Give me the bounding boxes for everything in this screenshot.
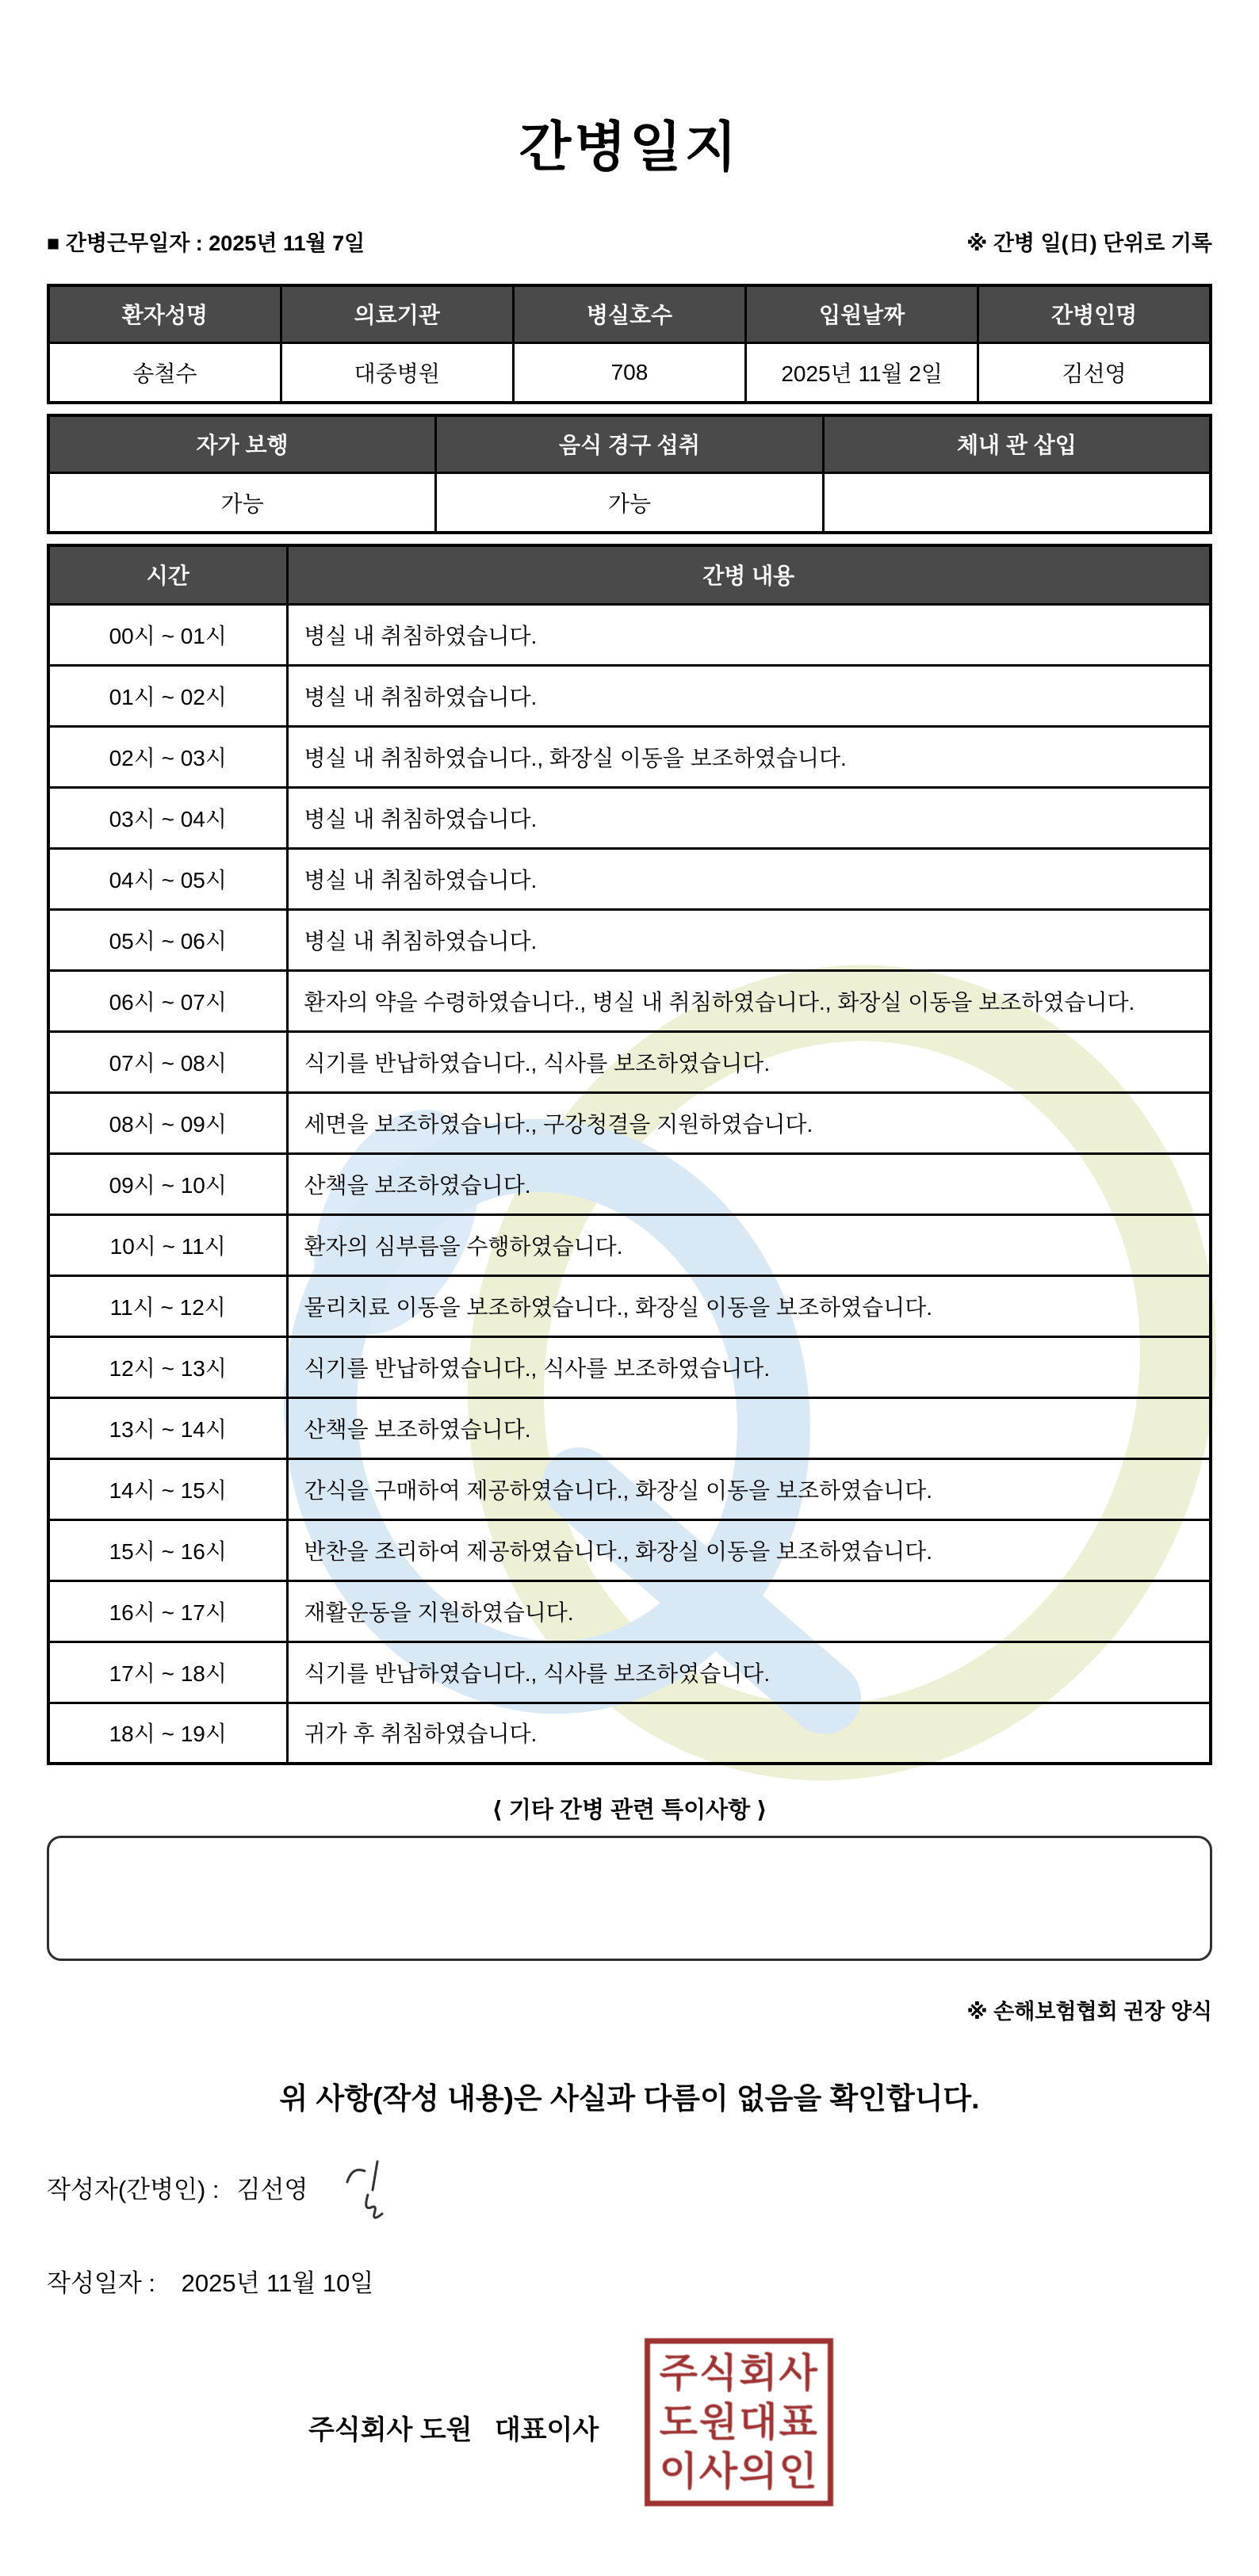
tube-insertion-value [823,472,1211,533]
care-work-date: ■ 간병근무일자 : 2025년 11월 7일 [47,231,365,255]
patient-info-table [47,284,1212,404]
care-log-time: 16시 ~ 17시 [48,1580,287,1642]
table-row [48,1275,1211,1336]
write-date-label: 작성일자 : [47,2269,156,2297]
care-log-time: 00시 ~ 01시 [48,604,287,665]
care-log-time: 08시 ~ 09시 [48,1092,287,1153]
col-header-admission-date: 입원날짜 [746,285,978,342]
care-log-content: 환자의 약을 수령하였습니다., 병실 내 취침하였습니다., 화장실 이동을 보조하였습니다. [287,970,1211,1031]
care-log-time: 17시 ~ 18시 [48,1642,287,1703]
care-log-content: 간식을 구매하여 제공하였습니다., 화장실 이동을 보조하였습니다. [287,1458,1211,1519]
table-row [48,1642,1211,1703]
care-log-time: 04시 ~ 05시 [48,848,287,909]
oral-intake-value: 가능 [436,472,824,533]
table-row [48,1092,1211,1153]
care-log-content: 식기를 반납하였습니다., 식사를 보조하였습니다. [287,1642,1211,1703]
writer-label: 작성자(간병인) : [47,2176,220,2203]
table-row [48,848,1211,909]
care-log-time: 03시 ~ 04시 [48,787,287,848]
unit-note: ※ 간병 일(日) 단위로 기록 [966,231,1212,255]
care-log-content: 식기를 반납하였습니다., 식사를 보조하였습니다. [287,1336,1211,1397]
table-row [48,1031,1211,1092]
care-log-time: 01시 ~ 02시 [48,665,287,726]
self-walking-value: 가능 [48,472,436,533]
table-row [48,1397,1211,1458]
col-header-room-number: 병실호수 [513,285,745,342]
notes-box [47,1836,1212,1961]
care-log-time: 14시 ~ 15시 [48,1458,287,1519]
care-log-time: 13시 ~ 14시 [48,1397,287,1458]
care-log-content: 재활운동을 지원하였습니다. [287,1580,1211,1642]
care-log-table [47,544,1212,1765]
company-row [47,2338,1212,2506]
care-log-content: 병실 내 취침하였습니다. [287,604,1211,665]
table-row [48,1703,1211,1764]
care-log-content: 반찬을 조리하여 제공하였습니다., 화장실 이동을 보조하였습니다. [287,1519,1211,1580]
care-log-time: 07시 ~ 08시 [48,1031,287,1092]
care-log-time: 11시 ~ 12시 [48,1275,287,1336]
table-row [48,726,1211,787]
col-header-hospital: 의료기관 [281,285,513,342]
care-log-content: 물리치료 이동을 보조하였습니다., 화장실 이동을 보조하였습니다. [287,1275,1211,1336]
corporate-seal-stamp [645,2338,833,2506]
table-header-row [48,415,1211,472]
care-log-body [48,604,1211,1764]
care-log-content: 병실 내 취침하였습니다. [287,665,1211,726]
stamp-line: 이사의인 [659,2449,819,2494]
care-log-content: 식기를 반납하였습니다., 식사를 보조하였습니다. [287,1031,1211,1092]
table-row [48,787,1211,848]
table-header-row [48,545,1211,604]
table-row [48,665,1211,726]
company-name: 주식회사 도원 대표이사 [308,2415,599,2445]
admission-date-value: 2025년 11월 2일 [746,342,978,403]
care-log-content: 귀가 후 취침하였습니다. [287,1703,1211,1764]
confirmation-statement: 위 사항(작성 내용)은 사실과 다름이 없음을 확인합니다. [279,2082,980,2115]
stamp-line: 주식회사 [659,2351,819,2395]
table-header-row [48,285,1211,342]
room-number-value: 708 [513,342,745,403]
care-log-time: 12시 ~ 13시 [48,1336,287,1397]
table-row [48,1153,1211,1214]
care-log-time: 10시 ~ 11시 [48,1214,287,1275]
care-log-content: 세면을 보조하였습니다., 구강청결을 지원하였습니다. [287,1092,1211,1153]
table-row [48,1580,1211,1642]
table-row [48,472,1211,533]
col-header-care-content: 간병 내용 [287,545,1211,604]
hospital-value: 대중병원 [281,342,513,403]
col-header-self-walking: 자가 보행 [48,415,436,472]
care-log-time: 05시 ~ 06시 [48,909,287,970]
write-date-value: 2025년 11월 10일 [181,2269,374,2297]
caregiver-name-value: 김선영 [978,342,1211,403]
meta-row [47,226,1212,257]
care-log-time: 06시 ~ 07시 [48,970,287,1031]
table-row [48,1458,1211,1519]
table-row [48,970,1211,1031]
table-row [48,342,1211,403]
table-row [48,1519,1211,1580]
care-log-content: 병실 내 취침하였습니다. [287,848,1211,909]
col-header-caregiver-name: 간병인명 [978,285,1211,342]
page-title: 간병일지 [519,117,740,178]
table-row [48,1336,1211,1397]
care-log-content: 병실 내 취침하였습니다. [287,909,1211,970]
col-header-tube-insertion: 체내 관 삽입 [823,415,1211,472]
care-log-time: 02시 ~ 03시 [48,726,287,787]
table-row [48,1214,1211,1275]
care-journal-document [0,105,1259,2506]
patient-name-value: 송철수 [48,342,281,403]
stamp-line: 도원대표 [659,2400,819,2444]
patient-status-table [47,414,1212,534]
table-row [48,909,1211,970]
care-log-time: 15시 ~ 16시 [48,1519,287,1580]
handwritten-signature [341,2158,396,2231]
care-log-content: 병실 내 취침하였습니다., 화장실 이동을 보조하였습니다. [287,726,1211,787]
care-log-content: 환자의 심부름을 수행하였습니다. [287,1214,1211,1275]
writer-name: 김선영 [236,2176,308,2203]
care-log-time: 09시 ~ 10시 [48,1153,287,1214]
writer-row [47,2169,1212,2231]
care-log-content: 병실 내 취침하였습니다. [287,787,1211,848]
col-header-oral-intake: 음식 경구 섭취 [436,415,824,472]
notes-section-title: ⟨ 기타 간병 관련 특이사항 ⟩ [492,1798,767,1823]
care-log-content: 산책을 보조하였습니다. [287,1397,1211,1458]
care-log-content: 산책을 보조하였습니다. [287,1153,1211,1214]
write-date-row [47,2263,1212,2299]
table-row [48,604,1211,665]
col-header-time: 시간 [48,545,287,604]
care-log-time: 18시 ~ 19시 [48,1703,287,1764]
col-header-patient-name: 환자성명 [48,285,281,342]
form-source-note: ※ 손해보험협회 권장 양식 [966,2000,1212,2024]
